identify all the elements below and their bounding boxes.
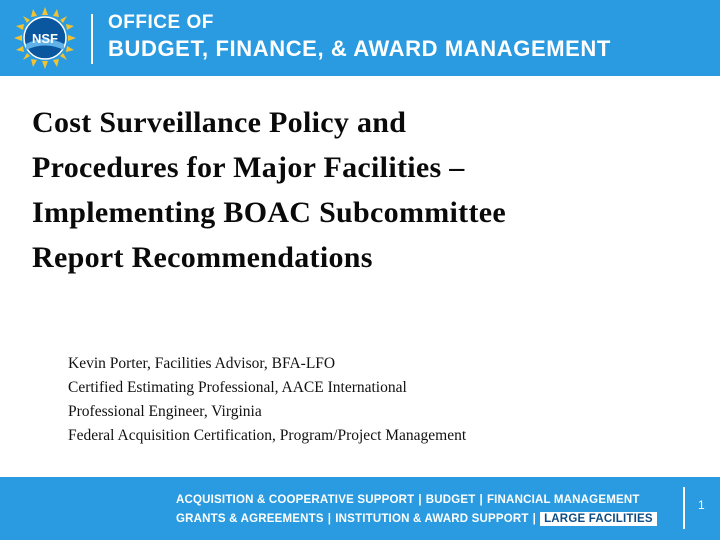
credential-line: Professional Engineer, Virginia xyxy=(68,403,262,420)
footer-separator: | xyxy=(532,513,537,525)
footer-link-financial-management[interactable]: FINANCIAL MANAGEMENT xyxy=(486,494,640,506)
credential-line: Federal Acquisition Certification, Program/Project Management xyxy=(68,427,467,444)
footer-link-grants[interactable]: GRANTS & AGREEMENTS xyxy=(176,513,324,525)
title-line: Cost Surveillance Policy and xyxy=(32,106,407,139)
presenter-info xyxy=(68,352,466,448)
footer-divider xyxy=(683,487,685,529)
footer-separator: | xyxy=(479,494,483,506)
page-number: 1 xyxy=(698,498,705,512)
slide-title xyxy=(32,100,682,280)
title-line: Report Recommendations xyxy=(32,241,373,274)
presenter-name-line: Kevin Porter, Facilities Advisor, BFA-LFO xyxy=(68,355,336,372)
footer-separator: | xyxy=(418,494,422,506)
header-divider xyxy=(91,14,93,64)
header-bar xyxy=(0,0,720,76)
header-office-name: BUDGET, FINANCE, & AWARD MANAGEMENT xyxy=(108,36,611,61)
footer-nav-row xyxy=(176,491,657,510)
header-office-label: OFFICE OF xyxy=(108,12,214,33)
footer-nav xyxy=(176,491,657,529)
credential-line: Certified Estimating Professional, AACE International xyxy=(68,379,407,396)
footer-link-acquisition[interactable]: ACQUISITION & COOPERATIVE SUPPORT xyxy=(176,494,415,506)
footer-link-large-facilities[interactable]: LARGE FACILITIES xyxy=(540,512,657,526)
footer-bar xyxy=(0,477,720,540)
footer-nav-row xyxy=(176,510,657,529)
nsf-logo-icon xyxy=(13,6,77,70)
title-line: Implementing BOAC Subcommittee xyxy=(32,196,506,229)
title-line: Procedures for Major Facilities – xyxy=(32,151,465,184)
footer-separator: | xyxy=(327,513,332,525)
footer-link-institution[interactable]: INSTITUTION & AWARD SUPPORT xyxy=(335,513,529,525)
footer-link-budget[interactable]: BUDGET xyxy=(425,494,476,506)
svg-text:NSF: NSF xyxy=(32,31,58,46)
